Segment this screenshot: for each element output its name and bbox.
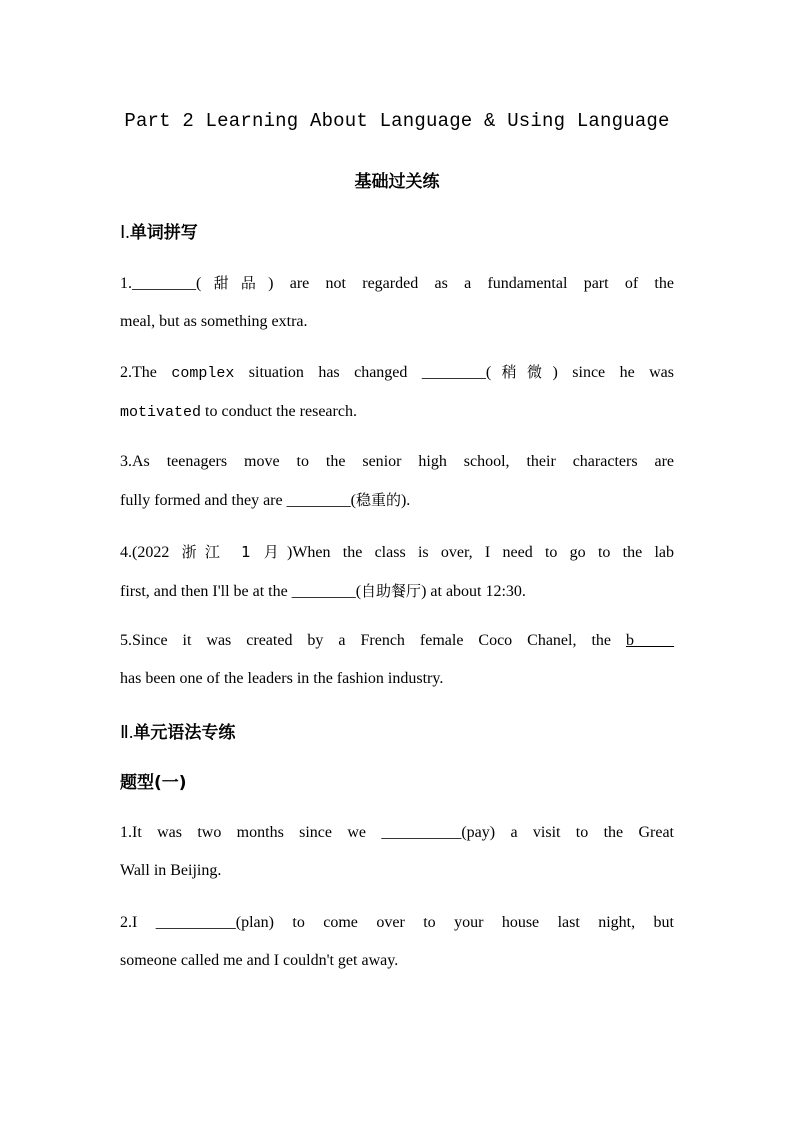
section-label: 单元语法专练 [133,723,236,743]
question-line: meal, but as something extra. [120,313,308,330]
section-number: Ⅱ. [120,722,134,742]
section-heading-2 [120,718,235,743]
question-line: 4.(2022 浙江 1 月)When the class is over, I need to go to the lab [120,543,675,561]
question-type-heading: 题型(一) [120,773,187,793]
question-line: 2.The complex situation has changed ________(稍微) since he was [120,363,675,382]
question-line: someone called me and I couldn't get away. [120,952,399,969]
question-5 [120,622,674,698]
section-label: 单词拼写 [129,223,198,243]
question-line: has been one of the leaders in the fashion industry. [120,670,444,687]
question-line: motivated to conduct the research. [120,403,357,421]
question-line: 5.Since it was created by a French female Coco Chanel, the b_____ [120,632,674,649]
answer-blank: b_____ [626,632,674,649]
question-line: first, and then I'll be at the ________(自助餐厅) at about 12:30. [120,582,526,600]
question-1 [120,264,674,341]
question-line: 1.It was two months since we __________(pay) a visit to the Great [120,824,674,841]
section-heading-1 [120,218,198,243]
question-3 [120,443,674,520]
question-line: Wall in Beijing. [120,862,222,879]
page-title: Part 2 Learning About Language & Using Language [124,110,670,132]
question-line: 2.I __________(plan) to come over to your house last night, but [120,914,674,931]
question-2 [120,353,674,432]
section-number: Ⅰ. [120,222,130,242]
page-subtitle: 基础过关练 [354,172,440,192]
question-line: 1.________(甜品) are not regarded as a fundamental part of the [120,274,674,292]
question-line: 3.As teenagers move to the senior high school, their characters are [120,453,674,470]
grammar-question-2 [120,904,674,980]
grammar-question-1 [120,814,674,890]
question-4 [120,533,674,611]
question-line: fully formed and they are ________(稳重的). [120,491,411,509]
